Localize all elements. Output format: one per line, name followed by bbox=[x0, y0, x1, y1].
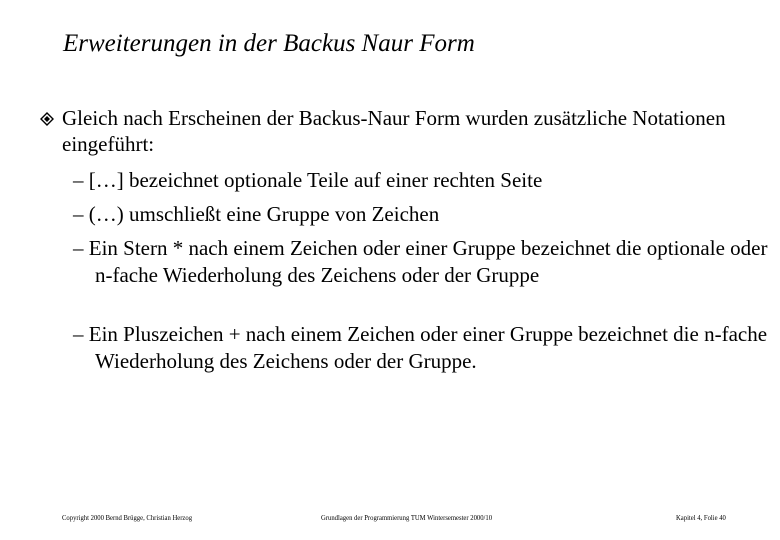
sub-item-optional: – […] bezeichnet optionale Teile auf einer rechten Seite bbox=[73, 168, 543, 192]
bullet-text: Gleich nach Erscheinen der Backus-Naur Form wurden zusätzliche Notationen eingeführt: bbox=[62, 106, 726, 156]
sub-item-group: – (…) umschließt eine Gruppe von Zeichen bbox=[73, 202, 440, 226]
footer-page: Kapitel 4, Folie 40 bbox=[676, 514, 726, 522]
sub-item-plus: – Ein Pluszeichen + nach einem Zeichen oder einer Gruppe bezeichnet die n-fache Wiederholung des Zeichens oder der Gruppe. bbox=[73, 322, 768, 373]
footer-copyright: Copyright 2000 Bernd Brügge, Christian Herzog bbox=[62, 514, 193, 522]
sub-item-star: – Ein Stern * nach einem Zeichen oder einer Gruppe bezeichnet die optionale oder n-fache Wiederholung des Zeichens oder der Gruppe bbox=[73, 236, 768, 287]
diamond-bullet-icon bbox=[40, 112, 54, 126]
slide-title: Erweiterungen in der Backus Naur Form bbox=[63, 30, 475, 57]
footer-course: Grundlagen der Programmierung TUM Wintersemester 2000/10 bbox=[321, 514, 493, 522]
